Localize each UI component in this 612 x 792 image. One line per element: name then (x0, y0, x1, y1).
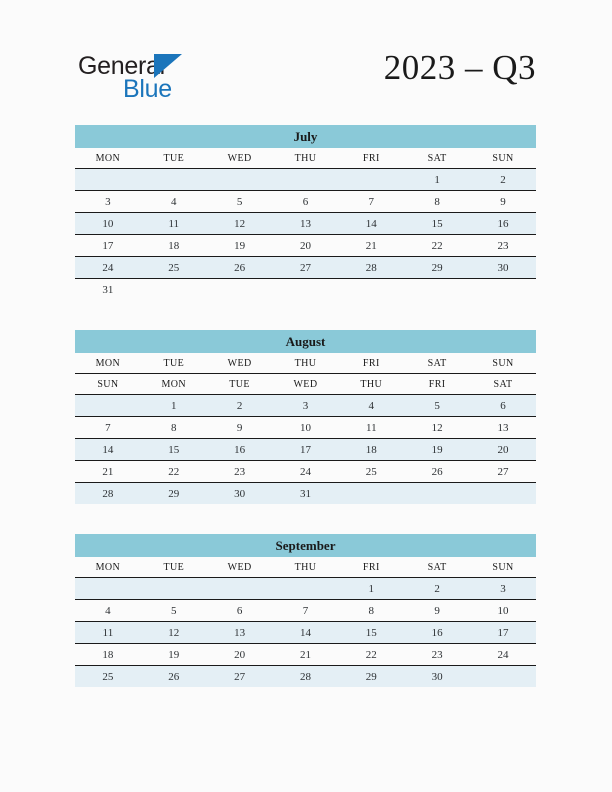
day-cell[interactable]: 14 (75, 439, 141, 461)
day-cell[interactable]: 13 (207, 622, 273, 644)
day-cell[interactable]: 17 (470, 622, 536, 644)
day-cell[interactable]: 25 (338, 461, 404, 483)
day-cell[interactable]: 21 (273, 644, 339, 666)
day-cell[interactable]: 5 (207, 191, 273, 213)
day-cell[interactable]: 21 (338, 235, 404, 257)
day-cell-empty (273, 279, 339, 301)
weekday-label: SAT (404, 353, 470, 374)
weekday-label: MON (75, 353, 141, 374)
day-cell[interactable]: 10 (75, 213, 141, 235)
day-cell[interactable]: 9 (207, 417, 273, 439)
day-cell[interactable]: 27 (273, 257, 339, 279)
day-cell[interactable]: 27 (470, 461, 536, 483)
day-cell-empty (470, 483, 536, 505)
weekday-label: WED (207, 353, 273, 374)
day-cell[interactable]: 24 (75, 257, 141, 279)
day-cell[interactable]: 18 (75, 644, 141, 666)
weekday-label: MON (141, 374, 207, 395)
day-cell-empty (75, 395, 141, 417)
weekday-label: MON (75, 148, 141, 169)
day-cell[interactable]: 6 (207, 600, 273, 622)
day-cell[interactable]: 6 (470, 395, 536, 417)
day-cell[interactable]: 10 (470, 600, 536, 622)
day-cell[interactable]: 15 (338, 622, 404, 644)
month-block (75, 534, 536, 687)
day-cell[interactable]: 9 (470, 191, 536, 213)
day-cell[interactable]: 11 (338, 417, 404, 439)
day-cell[interactable]: 10 (273, 417, 339, 439)
month-grid (75, 148, 536, 300)
weekday-header-row (75, 353, 536, 374)
weekday-label: THU (273, 557, 339, 578)
week-row (75, 191, 536, 213)
weekday-label: SUN (470, 148, 536, 169)
day-cell[interactable]: 12 (404, 417, 470, 439)
day-cell[interactable]: 4 (338, 395, 404, 417)
week-row (75, 600, 536, 622)
day-cell-empty (338, 483, 404, 505)
day-cell[interactable]: 29 (338, 666, 404, 688)
month-title: July (75, 125, 536, 148)
month-block (75, 330, 536, 504)
day-cell[interactable]: 2 (207, 395, 273, 417)
weekday-label: SUN (470, 557, 536, 578)
day-cell[interactable]: 20 (207, 644, 273, 666)
weekday-label: SUN (75, 374, 141, 395)
day-cell[interactable]: 25 (141, 257, 207, 279)
day-cell[interactable]: 28 (338, 257, 404, 279)
day-cell[interactable]: 12 (141, 622, 207, 644)
day-cell[interactable]: 19 (207, 235, 273, 257)
weekday-label: FRI (404, 374, 470, 395)
day-cell[interactable]: 2 (404, 578, 470, 600)
logo-text-blue: Blue (123, 75, 172, 103)
day-cell[interactable]: 26 (404, 461, 470, 483)
day-cell[interactable]: 9 (404, 600, 470, 622)
day-cell[interactable]: 11 (141, 213, 207, 235)
day-cell[interactable]: 21 (75, 461, 141, 483)
day-cell[interactable]: 8 (338, 600, 404, 622)
day-cell[interactable]: 17 (273, 439, 339, 461)
week-row (75, 578, 536, 600)
weekday-label: FRI (338, 353, 404, 374)
week-row (75, 439, 536, 461)
month-block (75, 125, 536, 300)
day-cell[interactable]: 14 (273, 622, 339, 644)
weekday-label: THU (338, 374, 404, 395)
day-cell-empty (141, 169, 207, 191)
day-cell[interactable]: 31 (75, 279, 141, 301)
day-cell[interactable]: 1 (141, 395, 207, 417)
weekday-label: SAT (404, 148, 470, 169)
day-cell-empty (207, 279, 273, 301)
day-cell[interactable]: 12 (207, 213, 273, 235)
day-cell[interactable]: 13 (470, 417, 536, 439)
day-cell[interactable]: 28 (75, 483, 141, 505)
weekday-label: TUE (207, 374, 273, 395)
day-cell[interactable]: 23 (207, 461, 273, 483)
day-cell[interactable]: 28 (273, 666, 339, 688)
day-cell[interactable]: 19 (141, 644, 207, 666)
day-cell[interactable]: 24 (273, 461, 339, 483)
day-cell[interactable]: 23 (404, 644, 470, 666)
day-cell[interactable]: 8 (404, 191, 470, 213)
day-cell-empty (75, 169, 141, 191)
week-row (75, 279, 536, 301)
week-row (75, 622, 536, 644)
day-cell-empty (75, 578, 141, 600)
day-cell-empty (207, 169, 273, 191)
weekday-label: TUE (141, 148, 207, 169)
weekday-label: WED (207, 148, 273, 169)
day-cell[interactable]: 30 (470, 257, 536, 279)
day-cell[interactable]: 19 (404, 439, 470, 461)
month-title: August (75, 330, 536, 353)
weekday-label: SUN (470, 353, 536, 374)
day-cell-empty (338, 279, 404, 301)
day-cell[interactable]: 16 (470, 213, 536, 235)
weekday-label: WED (207, 557, 273, 578)
day-cell[interactable]: 4 (141, 191, 207, 213)
weekday-label: MON (75, 557, 141, 578)
week-row (75, 257, 536, 279)
month-grid (75, 557, 536, 687)
day-cell[interactable]: 13 (273, 213, 339, 235)
day-cell[interactable]: 15 (404, 213, 470, 235)
weekday-label: TUE (141, 557, 207, 578)
week-row (75, 483, 536, 505)
week-row (75, 395, 536, 417)
day-cell[interactable]: 24 (470, 644, 536, 666)
day-cell-empty (273, 169, 339, 191)
week-row (75, 169, 536, 191)
day-cell[interactable]: 2 (470, 169, 536, 191)
day-cell[interactable]: 3 (75, 191, 141, 213)
weekday-label: FRI (338, 148, 404, 169)
weekday-header-row (75, 374, 536, 395)
day-cell[interactable]: 20 (273, 235, 339, 257)
day-cell-empty (273, 578, 339, 600)
day-cell[interactable]: 14 (338, 213, 404, 235)
day-cell-empty (141, 578, 207, 600)
day-cell[interactable]: 11 (75, 622, 141, 644)
day-cell[interactable]: 29 (404, 257, 470, 279)
day-cell[interactable]: 22 (141, 461, 207, 483)
day-cell[interactable]: 5 (404, 395, 470, 417)
day-cell-empty (338, 169, 404, 191)
weekday-label: SAT (404, 557, 470, 578)
day-cell[interactable]: 7 (338, 191, 404, 213)
weekday-label: THU (273, 148, 339, 169)
day-cell[interactable]: 18 (141, 235, 207, 257)
day-cell[interactable]: 22 (404, 235, 470, 257)
weekday-label: WED (273, 374, 339, 395)
day-cell[interactable]: 7 (75, 417, 141, 439)
day-cell[interactable]: 6 (273, 191, 339, 213)
weekday-header-row (75, 148, 536, 169)
day-cell[interactable]: 3 (470, 578, 536, 600)
weekday-label: THU (273, 353, 339, 374)
day-cell[interactable]: 20 (470, 439, 536, 461)
day-cell[interactable]: 16 (404, 622, 470, 644)
months-container (75, 125, 536, 687)
day-cell[interactable]: 4 (75, 600, 141, 622)
day-cell[interactable]: 1 (404, 169, 470, 191)
month-grid (75, 353, 536, 504)
day-cell[interactable]: 22 (338, 644, 404, 666)
general-blue-logo[interactable] (78, 52, 278, 104)
day-cell[interactable]: 1 (338, 578, 404, 600)
day-cell[interactable]: 27 (207, 666, 273, 688)
day-cell[interactable]: 15 (141, 439, 207, 461)
weekday-label: SAT (470, 374, 536, 395)
weekday-header-row (75, 557, 536, 578)
week-row (75, 666, 536, 688)
week-row (75, 213, 536, 235)
day-cell[interactable]: 30 (404, 666, 470, 688)
day-cell[interactable]: 26 (141, 666, 207, 688)
page-title: 2023 – Q3 (383, 48, 536, 87)
month-title: September (75, 534, 536, 557)
week-row (75, 235, 536, 257)
day-cell-empty (404, 483, 470, 505)
day-cell-empty (470, 279, 536, 301)
day-cell[interactable]: 8 (141, 417, 207, 439)
day-cell[interactable]: 7 (273, 600, 339, 622)
weekday-label: FRI (338, 557, 404, 578)
day-cell[interactable]: 16 (207, 439, 273, 461)
day-cell[interactable]: 25 (75, 666, 141, 688)
day-cell[interactable]: 29 (141, 483, 207, 505)
day-cell[interactable]: 23 (470, 235, 536, 257)
day-cell[interactable]: 5 (141, 600, 207, 622)
day-cell[interactable]: 3 (273, 395, 339, 417)
day-cell[interactable]: 31 (273, 483, 339, 505)
day-cell[interactable]: 30 (207, 483, 273, 505)
day-cell[interactable]: 26 (207, 257, 273, 279)
day-cell-empty (207, 578, 273, 600)
day-cell-empty (404, 279, 470, 301)
page-header (0, 0, 612, 118)
day-cell-empty (141, 279, 207, 301)
day-cell[interactable]: 17 (75, 235, 141, 257)
week-row (75, 461, 536, 483)
weekday-label: TUE (141, 353, 207, 374)
week-row (75, 417, 536, 439)
day-cell[interactable]: 18 (338, 439, 404, 461)
week-row (75, 644, 536, 666)
logo-text-general: General (78, 52, 165, 80)
day-cell-empty (470, 666, 536, 688)
